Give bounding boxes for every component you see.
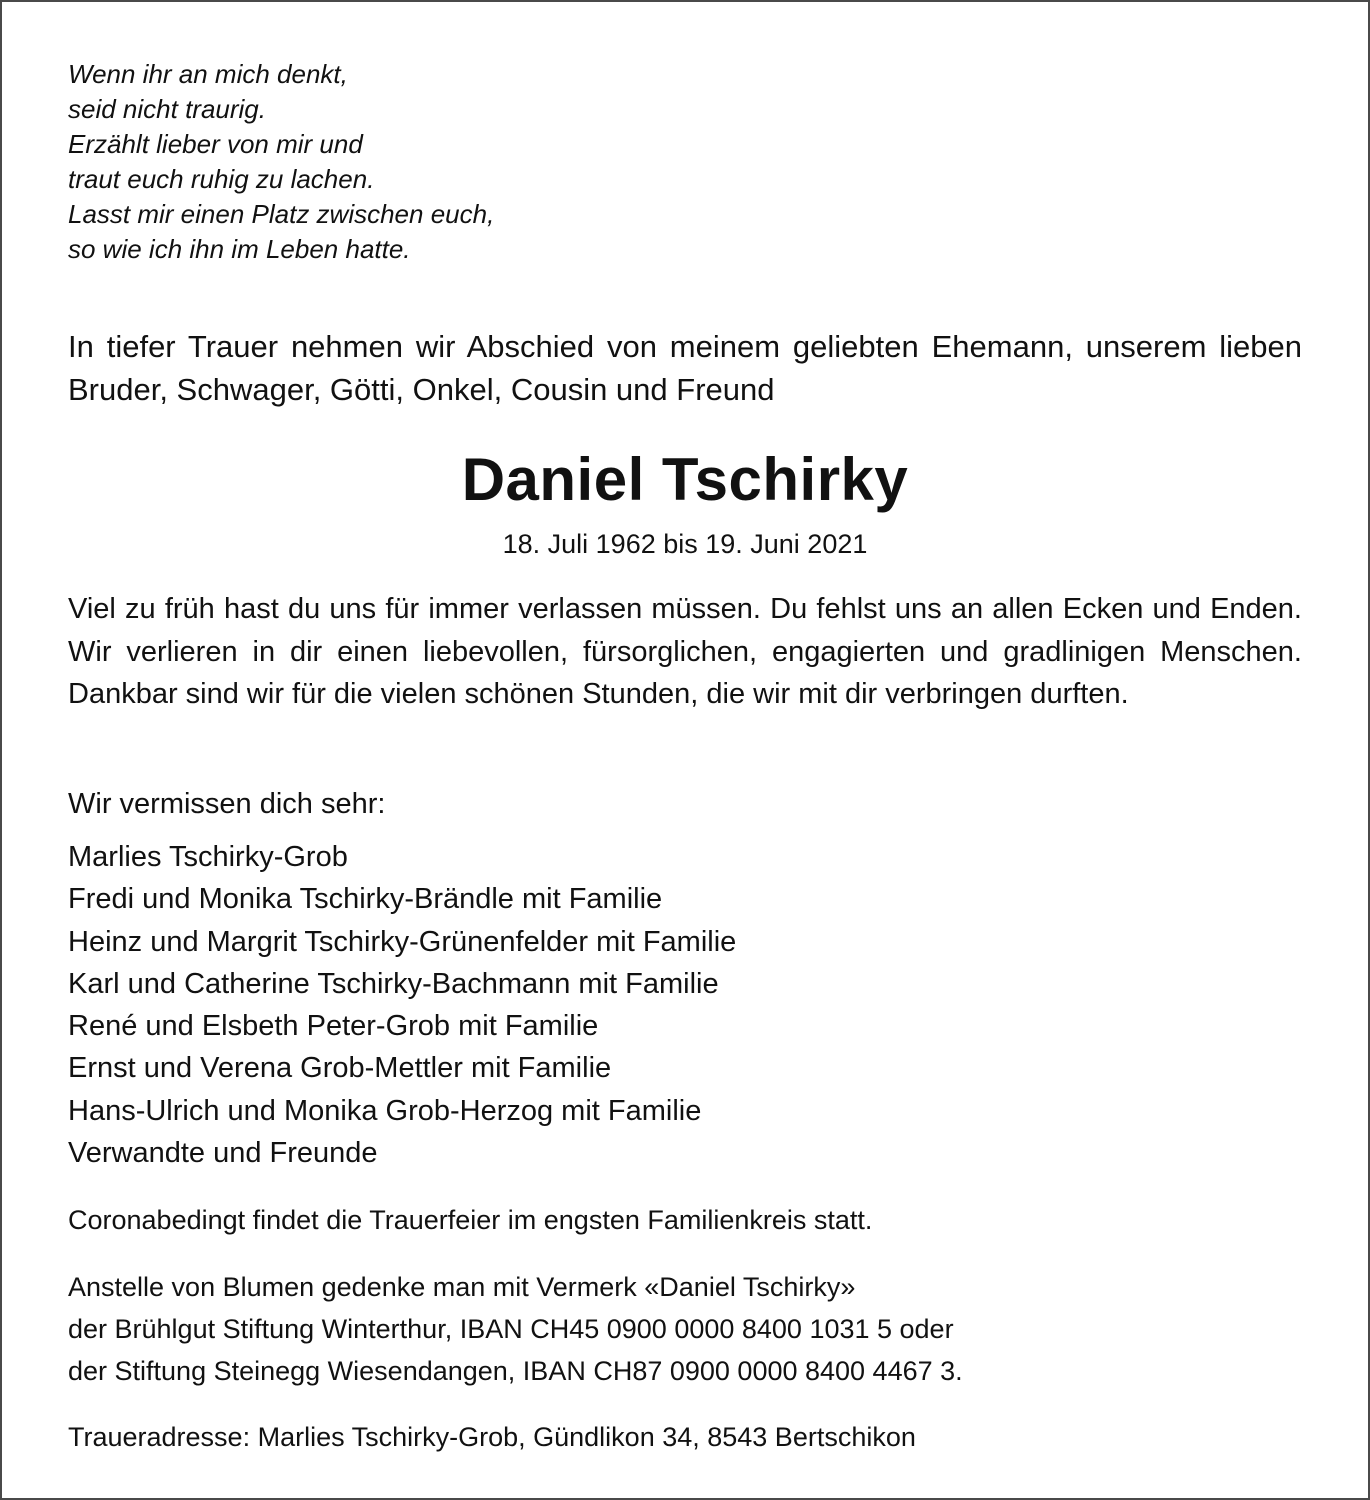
poem-line: so wie ich ihn im Leben hatte.	[68, 234, 411, 264]
poem-line: Wenn ihr an mich denkt,	[68, 59, 348, 89]
mourner-name: Karl und Catherine Tschirky-Bachmann mit Familie	[68, 967, 719, 1000]
tribute-text: Viel zu früh hast du uns für immer verlassen müssen. Du fehlst uns an allen Ecken und Enden. Wir verlieren in dir einen liebevollen, fürsorglichen, engagierten und gradlinigen Menschen. Dankbar sind wir für die vielen schönen Stunden, die wir mit dir verbringen durften.	[68, 593, 1302, 710]
deceased-name: Daniel Tschirky	[461, 446, 909, 513]
mourner-name: Hans-Ulrich und Monika Grob-Herzog mit Familie	[68, 1094, 702, 1127]
poem-line: traut euch ruhig zu lachen.	[68, 164, 375, 194]
mourners-heading: Wir vermissen dich sehr:	[68, 788, 386, 820]
mourner-name: Marlies Tschirky-Grob	[68, 841, 348, 873]
mourners-list	[68, 836, 736, 1174]
mourner-name: Ernst und Verena Grob-Mettler mit Familie	[68, 1052, 612, 1085]
poem-line: seid nicht traurig.	[68, 94, 266, 124]
poem-line: Erzählt lieber von mir und	[68, 129, 363, 159]
ceremony-notice: Coronabedingt findet die Trauerfeier im engsten Familienkreis statt.	[68, 1205, 873, 1235]
poem-line: Lasst mir einen Platz zwischen euch,	[68, 199, 495, 229]
mourner-name: Heinz und Margrit Tschirky-Grünenfelder mit Familie	[68, 925, 737, 958]
donation-line: Anstelle von Blumen gedenke man mit Vermerk «Daniel Tschirky»	[68, 1272, 856, 1302]
mourner-name: Fredi und Monika Tschirky-Brändle mit Familie	[68, 883, 663, 916]
life-dates: 18. Juli 1962 bis 19. Juni 2021	[502, 529, 868, 559]
mourner-name: Verwandte und Freunde	[68, 1137, 378, 1170]
intro-text: In tiefer Trauer nehmen wir Abschied von meinem geliebten Ehemann, unserem lieben Bruder, Schwager, Götti, Onkel, Cousin und Freund	[68, 329, 1302, 407]
mourner-name: René und Elsbeth Peter-Grob mit Familie	[68, 1010, 599, 1043]
donation-notice	[68, 1266, 963, 1392]
mourning-address: Traueradresse: Marlies Tschirky-Grob, Gündlikon 34, 8543 Bertschikon	[68, 1422, 916, 1452]
donation-line: der Brühlgut Stiftung Winterthur, IBAN CH45 0900 0000 8400 1031 5 oder	[68, 1314, 954, 1344]
donation-line: der Stiftung Steinegg Wiesendangen, IBAN CH87 0900 0000 8400 4467 3.	[68, 1356, 963, 1386]
poem	[68, 57, 768, 267]
